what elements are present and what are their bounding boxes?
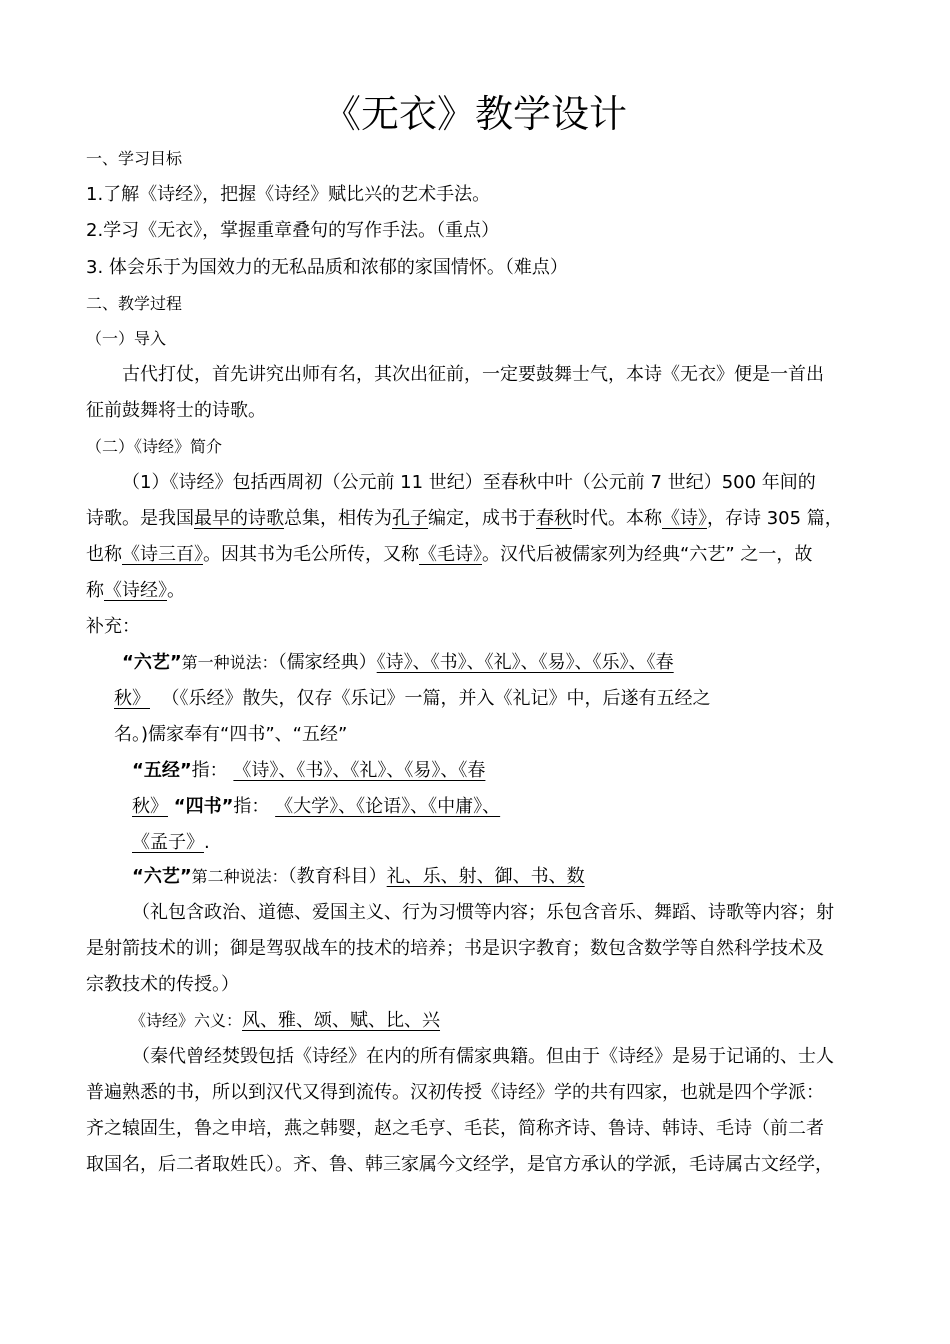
text-segment: 《诗经》六义： — [130, 1011, 243, 1030]
shijing-paragraph-line-2 — [86, 506, 843, 532]
sishu-line-2 — [132, 830, 210, 856]
liuyi-first-definition-line-1 — [122, 650, 674, 676]
underlined-answer: 礼、乐、射、御、书、数 — [386, 866, 585, 887]
subheading-shijing-intro: （二）《诗经》简介 — [86, 437, 223, 456]
liuyi-first-definition-line-2 — [114, 686, 710, 712]
history-paragraph-line-1: （秦代曾经焚毁包括《诗经》在内的所有儒家典籍。但由于《诗经》是易于记诵的、士人 — [132, 1046, 834, 1067]
quoted-term: “五经” — [132, 760, 192, 781]
objective-1: 1.了解《诗经》，把握《诗经》赋比兴的艺术手法。 — [86, 184, 491, 205]
text-segment: 也称 — [86, 544, 122, 565]
underlined-answer: 《孟子》 — [132, 832, 204, 853]
document-title: 《无衣》教学设计 — [322, 92, 627, 136]
intro-paragraph-line-2: 征前鼓舞将士的诗歌。 — [86, 400, 266, 421]
underlined-answer: 《大学》、《论语》、《中庸》、 — [275, 796, 501, 817]
liuyi-second-definition — [132, 864, 585, 890]
shijing-liuyi-line — [130, 1008, 440, 1034]
underlined-answer: 《诗三百》 — [122, 544, 203, 565]
text-segment: ，存诗 305 篇， — [707, 508, 843, 529]
quoted-term: “四书” — [173, 796, 234, 817]
underlined-answer: 孔子 — [392, 508, 428, 529]
quoted-term: “六艺” — [132, 866, 192, 887]
text-segment: （儒家经典） — [277, 652, 377, 673]
underlined-answer: 《诗经》 — [104, 580, 167, 601]
underlined-answer: 秋》 — [132, 796, 168, 817]
text-segment: 总集，相传为 — [284, 508, 392, 529]
liuyi-explanation-line-3: 宗教技术的传授。） — [86, 974, 239, 995]
text-segment: 。因其书为毛公所传，又称 — [203, 544, 419, 565]
quoted-term: “六艺” — [122, 652, 182, 673]
history-paragraph-line-3: 齐之辕固生，鲁之申培，燕之韩婴，赵之毛亨、毛苌，简称齐诗、鲁诗、韩诗、毛诗（前二者 — [86, 1118, 824, 1139]
objective-3: 3. 体会乐于为国效力的无私品质和浓郁的家国情怀。（难点） — [86, 257, 568, 278]
subheading-intro: （一）导入 — [86, 329, 167, 348]
underlined-answer: 最早的诗歌 — [194, 508, 284, 529]
history-paragraph-line-4: 取国名，后二者取姓氏）。齐、鲁、韩三家属今文经学，是官方承认的学派，毛诗属古文经学， — [86, 1154, 833, 1175]
sishu-line — [132, 794, 500, 820]
text-segment: 时代。本称 — [572, 508, 662, 529]
shijing-paragraph-line-3 — [86, 542, 812, 568]
intro-paragraph-line-1: 古代打仗，首先讲究出师有名，其次出征前，一定要鼓舞士气，本诗《无衣》便是一首出 — [122, 364, 824, 385]
wujing-line — [132, 758, 485, 784]
section-heading-objectives: 一、学习目标 — [86, 149, 183, 168]
history-paragraph-line-2: 普遍熟悉的书，所以到汉代又得到流传。汉初传授《诗经》学的共有四家，也就是四个学派： — [86, 1082, 824, 1103]
text-segment: 称 — [86, 580, 104, 601]
text-segment: 第二种说法： — [191, 867, 288, 886]
text-segment: 编定，成书于 — [428, 508, 536, 529]
text-segment: 第一种说法： — [181, 653, 278, 672]
underlined-answer: 《诗》 — [662, 508, 707, 529]
section-heading-process: 二、教学过程 — [86, 294, 183, 313]
liuyi-explanation-line-1: （礼包含政治、道德、爱国主义、行为习惯等内容；乐包含音乐、舞蹈、诗歌等内容；射 — [132, 902, 834, 923]
underlined-answer: 《诗》、《书》、《礼》、《易》、《乐》、《春 — [376, 652, 674, 673]
underlined-answer: 《毛诗》 — [419, 544, 482, 565]
text-segment: . — [204, 832, 210, 853]
liuyi-explanation-line-2: 是射箭技术的训；御是驾驭战车的技术的培养；书是识字教育；数包含数学等自然科学技术及 — [86, 938, 824, 959]
shijing-paragraph-line-4 — [86, 578, 185, 604]
underlined-answer: 《诗》、《书》、《礼》、《易》、《春 — [233, 760, 486, 781]
text-segment: （教育科目） — [287, 866, 387, 887]
text-segment: 指： — [233, 796, 270, 817]
text-segment: 指： — [191, 760, 228, 781]
shijing-paragraph-line-1: （1）《诗经》包括西周初（公元前 11 世纪）至春秋中叶（公元前 7 世纪）500 年间的 — [122, 472, 816, 493]
underlined-answer: 风、雅、颂、赋、比、兴 — [242, 1010, 441, 1031]
underlined-answer: 春秋 — [536, 508, 572, 529]
underlined-answer: 秋》 — [114, 688, 150, 709]
liuyi-first-definition-line-3: 名。)儒家奉有“四书”、“五经” — [114, 724, 348, 745]
text-segment: 。 — [167, 580, 185, 601]
text-segment: 诗歌。是我国 — [86, 508, 194, 529]
text-segment: （《乐经》散失，仅存《乐记》一篇，并入《礼记》中，后遂有五经之 — [161, 688, 711, 709]
supplement-label: 补充： — [86, 616, 140, 637]
text-segment: 。汉代后被儒家列为经典“六艺” 之一，故 — [482, 544, 813, 565]
objective-2: 2.学习《无衣》，掌握重章叠句的写作手法。（重点） — [86, 220, 500, 241]
